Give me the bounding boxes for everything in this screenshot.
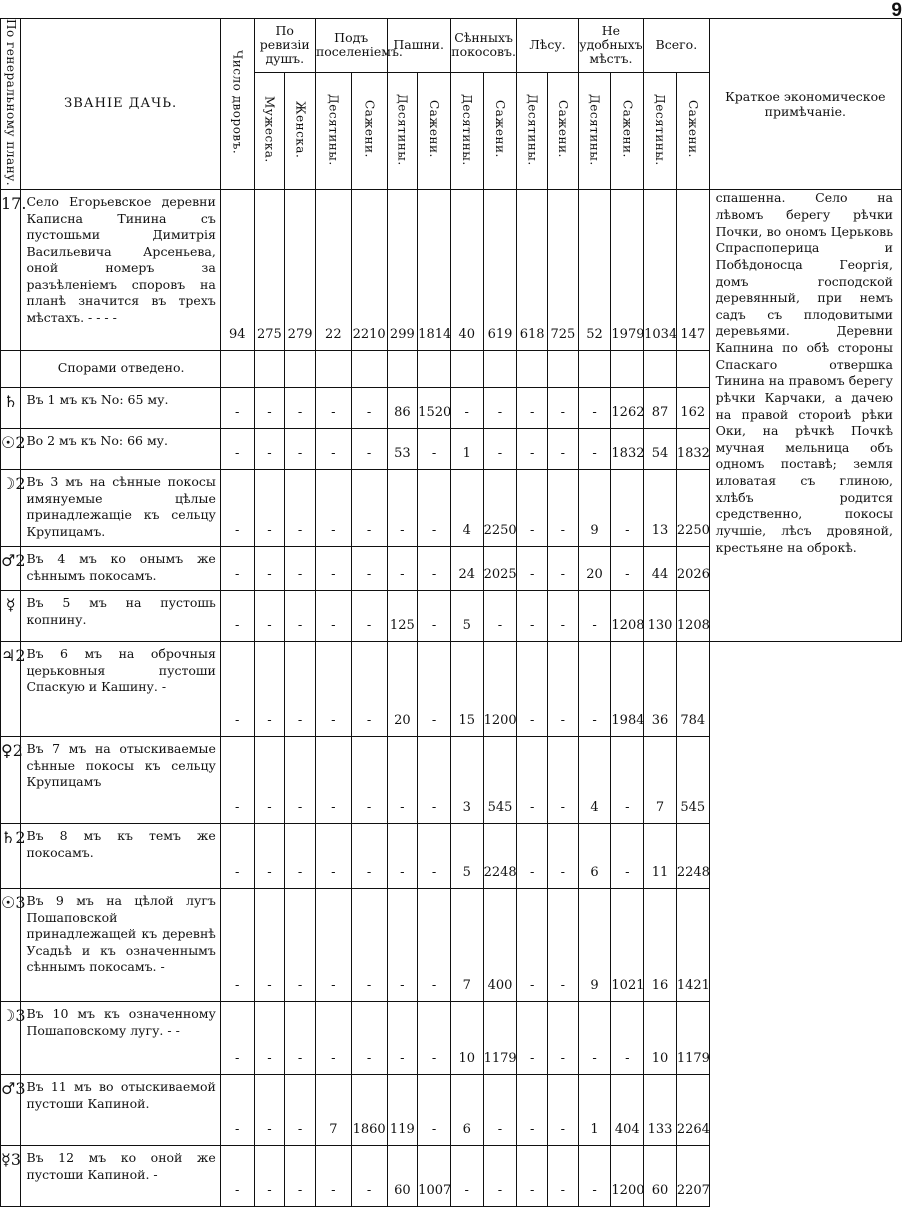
value-cell: 545 [676,737,709,824]
value-cell: - [517,547,548,591]
value-cell: 1984 [611,642,644,737]
value-cell: - [517,824,548,889]
header-estate-name: ЗВАНIЕ ДАЧЬ. [21,19,220,190]
value-cell: - [517,470,548,547]
estate-title: Въ 12 мъ ко оной же пустоши Капиной. - [21,1146,220,1207]
value-cell: - [315,429,351,470]
value-cell: 2026 [676,547,709,591]
plan-number: ♄ [1,388,21,429]
plan-number: ♄2 [1,824,21,889]
value-cell: 7 [644,737,677,824]
value-cell: - [220,429,254,470]
value-cell: - [517,429,548,470]
value-cell: - [351,642,387,737]
value-cell: - [220,889,254,1002]
value-cell: - [548,824,579,889]
value-cell: - [254,470,285,547]
value-cell: 1814 [418,190,451,351]
header-desyatiny: Десятины. [644,72,677,190]
value-cell: 40 [450,190,483,351]
value-cell: 5 [450,591,483,642]
value-cell: 618 [517,190,548,351]
value-cell: - [254,1002,285,1075]
value-cell: 130 [644,591,677,642]
value-cell: - [351,591,387,642]
estate-title: Въ 5 мъ на пустошь копнину. [21,591,220,642]
value-cell: 9 [578,889,611,1002]
value-cell: - [418,547,451,591]
plan-number: ☽3 [1,1002,21,1075]
value-cell: 400 [483,889,517,1002]
value-cell: - [483,591,517,642]
value-cell: 279 [285,190,316,351]
table-row [1,190,902,351]
value-cell: - [611,737,644,824]
value-cell: 147 [676,190,709,351]
value-cell: 1262 [611,388,644,429]
value-cell: 7 [450,889,483,1002]
page-number: 9 [891,0,902,21]
value-cell: - [611,470,644,547]
value-cell: - [578,1146,611,1207]
value-cell: - [418,642,451,737]
value-cell: - [578,1002,611,1075]
value-cell: - [254,388,285,429]
value-cell: - [315,642,351,737]
value-cell: - [285,889,316,1002]
value-cell: 1832 [676,429,709,470]
estate-title: Въ 6 мъ на оброчныя церьковныя пустоши Спаскую и Кашину. - [21,642,220,737]
value-cell: 2248 [676,824,709,889]
value-cell: 404 [611,1075,644,1146]
value-cell: - [351,889,387,1002]
value-cell: - [254,737,285,824]
value-cell: - [418,737,451,824]
value-cell: - [220,470,254,547]
value-cell: - [548,1002,579,1075]
value-cell: 545 [483,737,517,824]
value-cell: 9 [578,470,611,547]
value-cell: - [611,824,644,889]
value-cell: - [548,889,579,1002]
value-cell: 22 [315,190,351,351]
estate-title: Село Егорьевское деревни Каписна Тинина съ пустошьми Димитрiя Васильевича Арсеньева, оной номеръ за разъѣленiемъ споровъ на планѣ значится въ трехъ мѣстахъ. - - - - [21,190,220,351]
value-cell: 299 [387,190,418,351]
plan-number: ♂2 [1,547,21,591]
value-cell: 1520 [418,388,451,429]
value-cell: - [315,824,351,889]
value-cell: 60 [387,1146,418,1207]
value-cell: 2250 [483,470,517,547]
header-desyatiny: Десятины. [387,72,418,190]
value-cell: - [285,547,316,591]
value-cell: - [315,889,351,1002]
header-wasteland: Не удобныхъ мѣстъ. [578,19,643,73]
value-cell [578,351,611,388]
estate-title: Въ 4 мъ ко онымъ же сѣннымъ покосамъ. [21,547,220,591]
value-cell: - [418,429,451,470]
value-cell: - [220,591,254,642]
value-cell: 13 [644,470,677,547]
plan-number: ☽2 [1,470,21,547]
value-cell: - [351,470,387,547]
header-sazheni: Сажени. [548,72,579,190]
value-cell: 10 [450,1002,483,1075]
value-cell [387,351,418,388]
value-cell: - [254,1075,285,1146]
value-cell [644,351,677,388]
header-total: Всего. [644,19,709,73]
value-cell: - [351,1146,387,1207]
value-cell: 725 [548,190,579,351]
value-cell: - [548,429,579,470]
value-cell: 2210 [351,190,387,351]
value-cell: 44 [644,547,677,591]
value-cell: - [220,642,254,737]
value-cell: - [254,429,285,470]
value-cell [315,351,351,388]
value-cell: - [387,470,418,547]
header-households: Число дворовъ. [220,19,254,190]
value-cell: 1007 [418,1146,451,1207]
value-cell: - [418,470,451,547]
value-cell: - [220,737,254,824]
estate-title: Въ 1 мъ къ No: 65 му. [21,388,220,429]
value-cell: - [254,591,285,642]
value-cell: 54 [644,429,677,470]
value-cell: - [285,737,316,824]
value-cell: - [220,1002,254,1075]
header-general-plan: По генеральному плану. [1,19,21,190]
header-settlement: Подъ поселенiемъ. [315,19,387,73]
value-cell: 119 [387,1075,418,1146]
value-cell: 11 [644,824,677,889]
value-cell: - [351,737,387,824]
value-cell: - [517,388,548,429]
value-cell: - [220,547,254,591]
blank-note-area [709,642,901,1207]
value-cell: 275 [254,190,285,351]
value-cell: 52 [578,190,611,351]
value-cell: - [517,889,548,1002]
table-row [1,642,902,737]
value-cell: - [548,470,579,547]
value-cell: 619 [483,190,517,351]
value-cell: 2207 [676,1146,709,1207]
value-cell: - [351,1002,387,1075]
value-cell: - [285,388,316,429]
value-cell: - [254,824,285,889]
estate-title: Въ 3 мъ на сѣнные покосы имянуемые цѣлые принадлежащiе къ сельцу Крупицамъ. [21,470,220,547]
estate-title: Въ 10 мъ къ означенному Пошаповскому лугу. - - [21,1002,220,1075]
value-cell: 1179 [676,1002,709,1075]
plan-number: ♀2 [1,737,21,824]
header-sazheni: Сажени. [676,72,709,190]
value-cell: 1 [450,429,483,470]
value-cell: - [285,470,316,547]
value-cell: - [611,547,644,591]
plan-number: ♂3 [1,1075,21,1146]
value-cell: - [548,388,579,429]
value-cell: - [254,889,285,1002]
value-cell [220,351,254,388]
value-cell: - [315,470,351,547]
value-cell: - [254,547,285,591]
value-cell: 2264 [676,1075,709,1146]
value-cell [611,351,644,388]
value-cell [548,351,579,388]
value-cell: - [220,1075,254,1146]
header-hayfields: Сѣнныхъ покосовъ. [450,19,516,73]
header-desyatiny: Десятины. [315,72,351,190]
header-male: Мужеска. [254,72,285,190]
value-cell: 6 [578,824,611,889]
value-cell: - [548,547,579,591]
value-cell: 5 [450,824,483,889]
value-cell: - [418,889,451,1002]
header-desyatiny: Десятины. [450,72,483,190]
plan-number: ♃2 [1,642,21,737]
value-cell: 36 [644,642,677,737]
value-cell: 1832 [611,429,644,470]
value-cell: - [387,1002,418,1075]
value-cell: - [254,1146,285,1207]
value-cell: - [285,591,316,642]
value-cell: 1034 [644,190,677,351]
value-cell: 1179 [483,1002,517,1075]
value-cell: 2250 [676,470,709,547]
value-cell: - [517,642,548,737]
value-cell: 125 [387,591,418,642]
value-cell: 7 [315,1075,351,1146]
value-cell: - [517,591,548,642]
value-cell: - [418,1002,451,1075]
plan-number: ☿3 [1,1146,21,1207]
value-cell [254,351,285,388]
value-cell: 2025 [483,547,517,591]
value-cell: - [285,1146,316,1207]
value-cell: - [418,824,451,889]
value-cell: - [315,1146,351,1207]
estate-title: Въ 7 мъ на отыскиваемые сѣнные покосы къ сельцу Крупицамъ [21,737,220,824]
value-cell: 20 [578,547,611,591]
value-cell [517,351,548,388]
value-cell: - [517,1146,548,1207]
value-cell [418,351,451,388]
value-cell: - [578,388,611,429]
value-cell: - [483,388,517,429]
value-cell: 1979 [611,190,644,351]
header-sazheni: Сажени. [483,72,517,190]
value-cell: 16 [644,889,677,1002]
value-cell: 24 [450,547,483,591]
estate-title: Въ 9 мъ на цѣлой лугъ Пошаповской принадлежащей къ деревнѣ Усадьѣ и къ означеннымъ сѣннымъ покосамъ. - [21,889,220,1002]
value-cell: - [220,1146,254,1207]
value-cell: - [387,824,418,889]
value-cell: - [285,824,316,889]
header-revision: По ревизiи душъ. [254,19,315,73]
value-cell: 94 [220,190,254,351]
value-cell: - [220,824,254,889]
value-cell: - [351,429,387,470]
value-cell: - [387,889,418,1002]
value-cell: - [483,1075,517,1146]
value-cell: - [578,642,611,737]
value-cell: 4 [450,470,483,547]
value-cell: 133 [644,1075,677,1146]
value-cell: - [315,737,351,824]
value-cell: - [285,1002,316,1075]
value-cell: - [517,1002,548,1075]
value-cell [285,351,316,388]
header-desyatiny: Десятины. [517,72,548,190]
value-cell: - [285,642,316,737]
value-cell [351,351,387,388]
value-cell: 162 [676,388,709,429]
header-desyatiny: Десятины. [578,72,611,190]
plan-number: ☿ [1,591,21,642]
value-cell: - [548,642,579,737]
value-cell: - [387,737,418,824]
value-cell: - [315,591,351,642]
value-cell: 1860 [351,1075,387,1146]
value-cell: 15 [450,642,483,737]
header-female: Женска. [285,72,316,190]
value-cell: 87 [644,388,677,429]
value-cell [450,351,483,388]
value-cell: - [483,1146,517,1207]
value-cell: 784 [676,642,709,737]
value-cell: 10 [644,1002,677,1075]
value-cell: 1208 [676,591,709,642]
value-cell: 1421 [676,889,709,1002]
value-cell: - [548,1075,579,1146]
estate-title: Спорами отведено. [21,351,220,388]
value-cell: 1208 [611,591,644,642]
value-cell: 60 [644,1146,677,1207]
plan-number: 17. [1,190,21,351]
header-arable: Пашни. [387,19,450,73]
value-cell [676,351,709,388]
value-cell: - [315,1002,351,1075]
value-cell: - [450,1146,483,1207]
header-sazheni: Сажени. [351,72,387,190]
value-cell: - [387,547,418,591]
value-cell: 1 [578,1075,611,1146]
plan-number: ☉2 [1,429,21,470]
value-cell: - [517,737,548,824]
value-cell: - [450,388,483,429]
plan-number [1,351,21,388]
value-cell: - [548,737,579,824]
value-cell: - [578,429,611,470]
value-cell: 3 [450,737,483,824]
header-forest: Лѣсу. [517,19,578,73]
value-cell: 20 [387,642,418,737]
value-cell: - [517,1075,548,1146]
value-cell: 4 [578,737,611,824]
value-cell: 86 [387,388,418,429]
value-cell: - [418,591,451,642]
value-cell: - [611,1002,644,1075]
estate-title: Въ 11 мъ во отыскиваемой пустоши Капиной. [21,1075,220,1146]
value-cell: - [220,388,254,429]
value-cell: 1021 [611,889,644,1002]
value-cell: 1200 [611,1146,644,1207]
estate-title: Въ 8 мъ къ темъ же покосамъ. [21,824,220,889]
value-cell: 1200 [483,642,517,737]
value-cell: - [254,642,285,737]
value-cell: - [351,824,387,889]
value-cell: - [351,388,387,429]
value-cell: - [418,1075,451,1146]
value-cell: - [351,547,387,591]
header-sazheni: Сажени. [611,72,644,190]
plan-number: ☉3 [1,889,21,1002]
value-cell: - [548,1146,579,1207]
header-note: Краткое экономическое примѣчанiе. [709,19,901,190]
value-cell: - [578,591,611,642]
value-cell: - [285,1075,316,1146]
value-cell: - [548,591,579,642]
value-cell: - [315,388,351,429]
value-cell: - [315,547,351,591]
value-cell: 53 [387,429,418,470]
estate-title: Во 2 мъ къ No: 66 му. [21,429,220,470]
land-survey-table [0,18,902,1207]
economic-note: спашенна. Село на лѣвомъ берегу рѣчки Почки, во ономъ Церьковь Спраспоперица и Побѣдоносца Георгiя, домъ господской деревянный, при немъ садъ съ плодовитыми деревьями. Деревни Капнина по обѣ стороны Спаскаго отвершка Тинина на правомъ берегу рѣчки Карчаки, а дачею на правой стороиѣ рѣки Оки, на рѣчкѣ Почкѣ мучная мельница объ одномъ поставѣ; земля иловатая съ глиною, хлѣбъ родится средственно, покосы лучшiе, лѣсъ дровяной, крестьяне на оброкѣ. [709,190,901,642]
value-cell: 2248 [483,824,517,889]
value-cell: - [483,429,517,470]
value-cell [483,351,517,388]
value-cell: - [285,429,316,470]
header-sazheni: Сажени. [418,72,451,190]
value-cell: 6 [450,1075,483,1146]
